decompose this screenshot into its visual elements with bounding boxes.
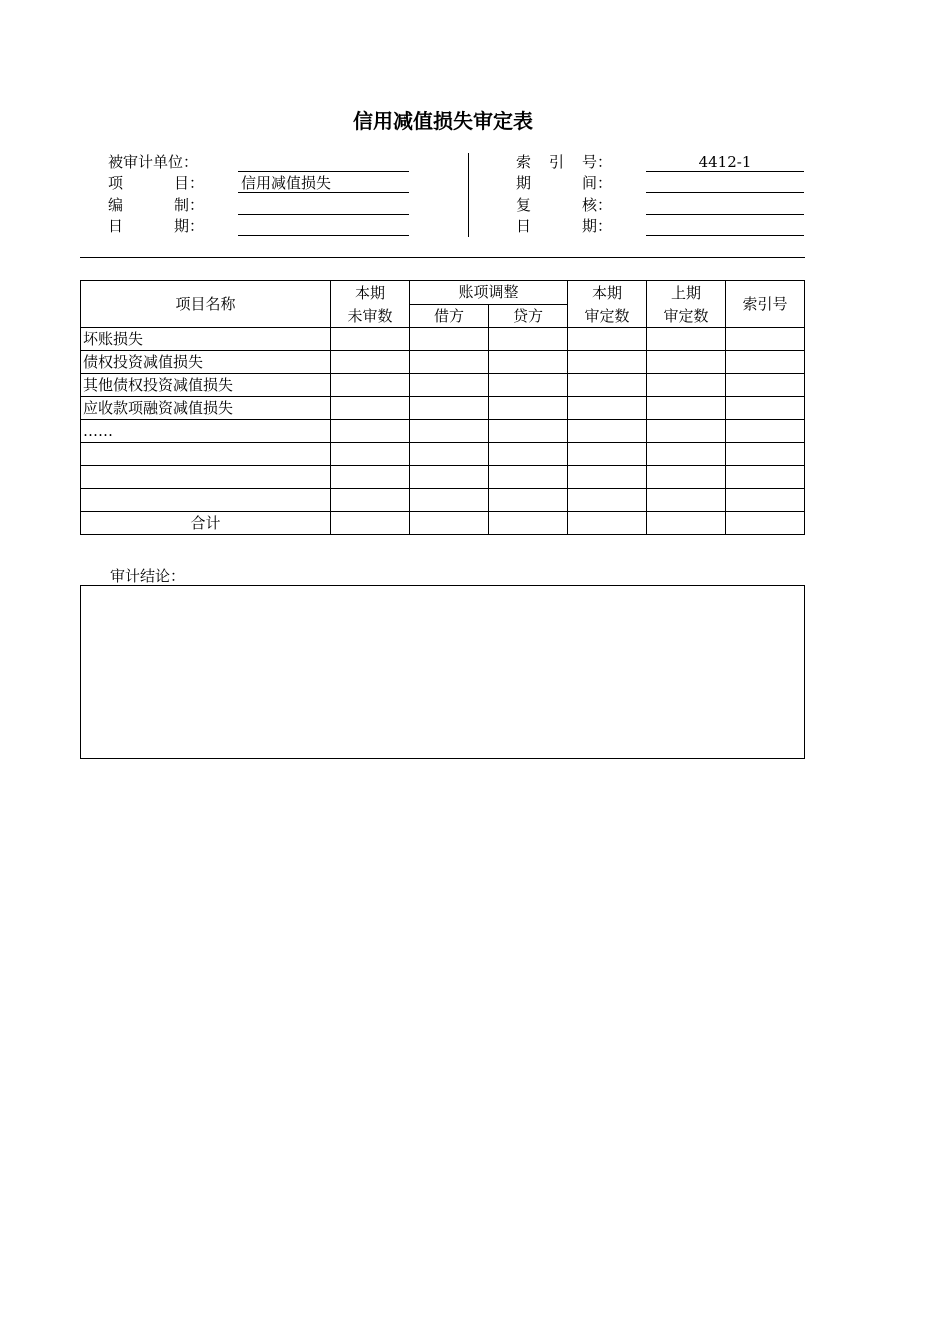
cell[interactable] — [331, 374, 410, 397]
cell[interactable] — [489, 420, 568, 443]
total-row — [81, 512, 805, 535]
header-rule — [80, 257, 805, 258]
cell[interactable] — [647, 397, 726, 420]
cell[interactable] — [410, 374, 489, 397]
table-row — [81, 420, 805, 443]
cell[interactable] — [568, 512, 647, 535]
cell[interactable] — [410, 397, 489, 420]
header-current-unaudited-2: 未审数 — [331, 304, 410, 328]
cell[interactable] — [331, 420, 410, 443]
prepared-by-label: 编 制： — [108, 196, 204, 214]
header-item-name: 项目名称 — [81, 281, 331, 328]
cell[interactable] — [726, 374, 805, 397]
table-row — [81, 328, 805, 351]
project-label: 项 目： — [108, 174, 204, 192]
table-row — [81, 443, 805, 466]
header-adjustment: 账项调整 — [410, 281, 568, 305]
cell[interactable] — [647, 328, 726, 351]
cell[interactable] — [410, 489, 489, 512]
cell[interactable] — [489, 443, 568, 466]
cell[interactable] — [568, 420, 647, 443]
cell[interactable] — [568, 466, 647, 489]
cell[interactable] — [331, 397, 410, 420]
row-name: 应收款项融资减值损失 — [81, 397, 331, 420]
cell[interactable] — [331, 443, 410, 466]
cell[interactable] — [331, 489, 410, 512]
cell[interactable] — [726, 489, 805, 512]
cell[interactable] — [568, 351, 647, 374]
cell[interactable] — [410, 443, 489, 466]
header-debit: 借方 — [410, 304, 489, 328]
table-row — [81, 489, 805, 512]
cell[interactable] — [568, 397, 647, 420]
cell[interactable] — [647, 489, 726, 512]
cell[interactable] — [647, 443, 726, 466]
header-index-no: 索引号 — [726, 281, 805, 328]
cell[interactable] — [726, 443, 805, 466]
row-name: 坏账损失 — [81, 328, 331, 351]
row-name[interactable] — [81, 443, 331, 466]
table-row — [81, 351, 805, 374]
table-row — [81, 397, 805, 420]
cell[interactable] — [568, 489, 647, 512]
cell[interactable] — [726, 397, 805, 420]
cell[interactable] — [647, 420, 726, 443]
cell[interactable] — [726, 351, 805, 374]
cell[interactable] — [647, 466, 726, 489]
header-prior-audited: 上期 — [647, 281, 726, 305]
audited-entity-field[interactable] — [238, 153, 409, 172]
audited-entity-label: 被审计单位： — [108, 153, 199, 171]
cell[interactable] — [489, 466, 568, 489]
table-row — [81, 374, 805, 397]
cell[interactable] — [331, 466, 410, 489]
cell[interactable] — [410, 512, 489, 535]
conclusion-box[interactable] — [80, 585, 805, 759]
cell[interactable] — [331, 328, 410, 351]
row-name: …… — [81, 420, 331, 443]
row-name[interactable] — [81, 489, 331, 512]
cell[interactable] — [489, 328, 568, 351]
page-title: 信用减值损失审定表 — [353, 109, 533, 133]
date-label-right: 日 期： — [516, 217, 612, 235]
cell[interactable] — [489, 351, 568, 374]
header-current-audited: 本期 — [568, 281, 647, 305]
index-no-field[interactable]: 4412-1 — [646, 153, 804, 172]
cell[interactable] — [410, 466, 489, 489]
period-label: 期 间： — [516, 174, 612, 192]
cell[interactable] — [331, 512, 410, 535]
row-name: 债权投资减值损失 — [81, 351, 331, 374]
project-field[interactable]: 信用减值损失 — [238, 174, 409, 193]
header-credit: 贷方 — [489, 304, 568, 328]
prepared-by-field[interactable] — [238, 196, 409, 215]
cell[interactable] — [726, 512, 805, 535]
cell[interactable] — [726, 466, 805, 489]
reviewer-field[interactable] — [646, 196, 804, 215]
reviewer-label: 复 核： — [516, 196, 612, 214]
date-label-left: 日 期： — [108, 217, 204, 235]
date-field-left[interactable] — [238, 217, 409, 236]
cell[interactable] — [568, 443, 647, 466]
audit-table — [80, 280, 805, 535]
cell[interactable] — [410, 351, 489, 374]
table-row — [81, 466, 805, 489]
header-prior-audited-2: 审定数 — [647, 304, 726, 328]
cell[interactable] — [489, 489, 568, 512]
cell[interactable] — [410, 328, 489, 351]
date-field-right[interactable] — [646, 217, 804, 236]
cell[interactable] — [726, 420, 805, 443]
period-field[interactable] — [646, 174, 804, 193]
conclusion-label: 审计结论： — [110, 567, 186, 585]
meta-divider — [468, 153, 469, 237]
cell[interactable] — [489, 512, 568, 535]
cell[interactable] — [489, 374, 568, 397]
cell[interactable] — [568, 328, 647, 351]
cell[interactable] — [489, 397, 568, 420]
total-label: 合计 — [81, 512, 331, 535]
cell[interactable] — [410, 420, 489, 443]
header-current-unaudited: 本期 — [331, 281, 410, 305]
row-name: 其他债权投资减值损失 — [81, 374, 331, 397]
cell[interactable] — [726, 328, 805, 351]
index-no-label: 索 引 号： — [516, 153, 612, 171]
cell[interactable] — [647, 374, 726, 397]
row-name[interactable] — [81, 466, 331, 489]
cell[interactable] — [568, 374, 647, 397]
cell[interactable] — [647, 512, 726, 535]
cell[interactable] — [331, 351, 410, 374]
cell[interactable] — [647, 351, 726, 374]
header-current-audited-2: 审定数 — [568, 304, 647, 328]
